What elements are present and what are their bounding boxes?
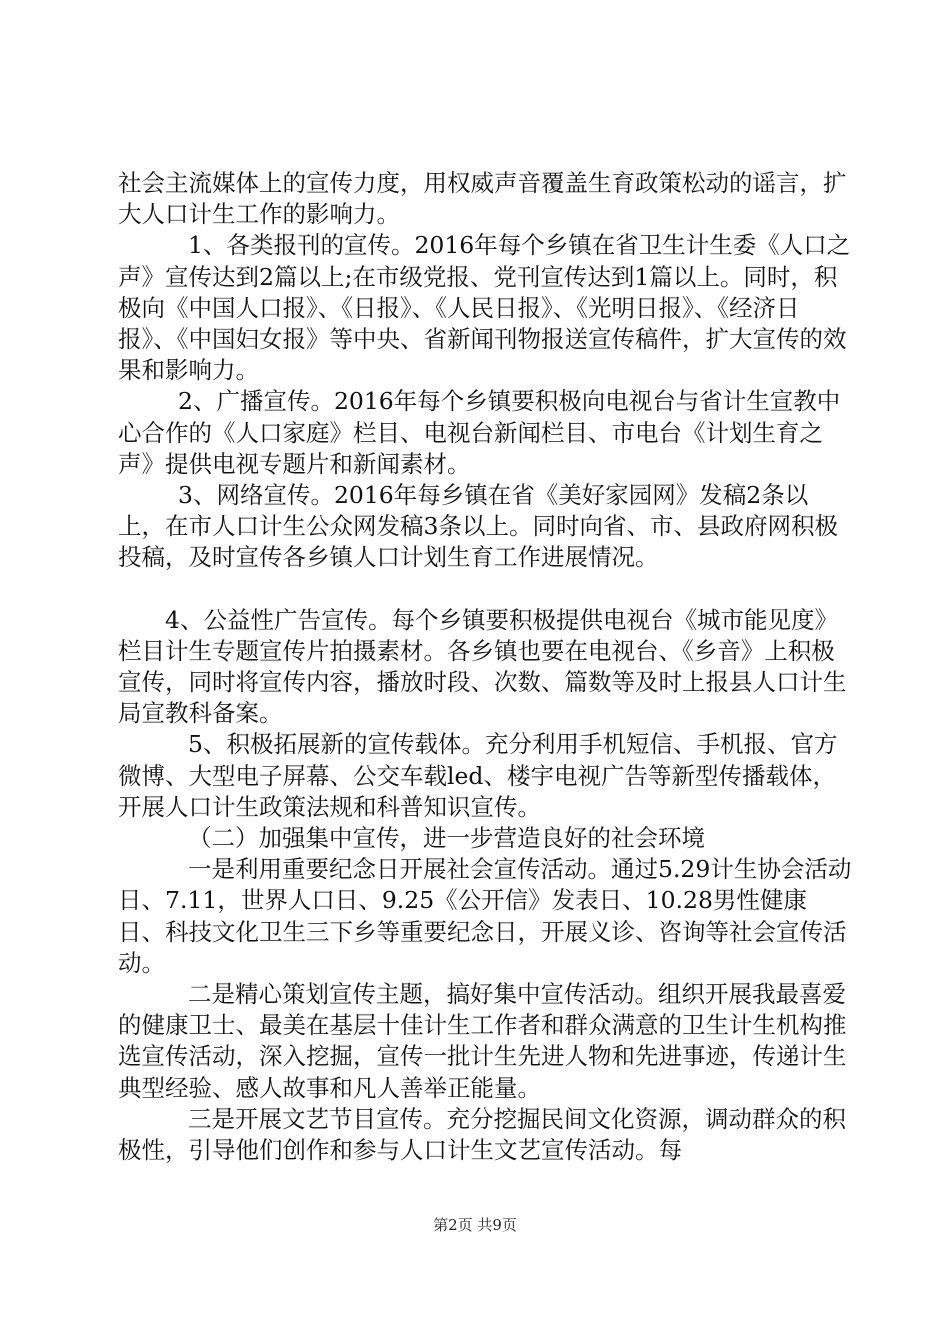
page-number-footer: 第2页 共9页: [433, 1216, 517, 1234]
paragraph-network-publicity: 3、网络宣传。2016年每乡镇在省《美好家园网》发稿2条以上，在市人口计生公众网发稿3条以上。同时向省、市、县政府网积极投稿，及时宣传各乡镇人口计划生育工作进展情况。: [118, 481, 838, 572]
paragraph-theme-planning: 二是精心策划宣传主题，搞好集中宣传活动。组织开展我最喜爱的健康卫士、最美在基层十佳计生工作者和群众满意的卫生计生机构推选宣传活动，深入挖掘，宣传一批计生先进人物和先进事迹，传递计生典型经验、感人故事和凡人善举正能量。: [118, 980, 847, 1102]
paragraph-new-media-carriers: 5、积极拓展新的宣传载体。充分利用手机短信、手机报、官方微博、大型电子屏幕、公交车载led、楼宇电视广告等新型传播载体，开展人口计生政策法规和科普知识宣传。: [118, 730, 838, 821]
paragraph-commemorative-days: 一是利用重要纪念日开展社会宣传活动。通过5.29计生协会活动日、7.11，世界人口日、9.25《公开信》发表日、10.28男性健康日、科技文化卫生三下乡等重要纪念日，开展义诊、咨询等社会宣传活动。: [118, 855, 852, 977]
paragraph-broadcast-publicity: 2、广播宣传。2016年每个乡镇要积极向电视台与省计生宣教中心合作的《人口家庭》栏目、电视台新闻栏目、市电台《计划生育之声》提供电视专题片和新闻素材。: [118, 387, 841, 478]
paragraph-newspaper-publicity: 1、各类报刊的宣传。2016年每个乡镇在省卫生计生委《人口之声》宣传达到2篇以上;在市级党报、党刊宣传达到1篇以上。同时，积极向《中国人口报》、《日报》、《人民日报》、《光明日报》、《经济日报》、《中国妇女报》等中央、省新闻刊物报送宣传稿件，扩大宣传的效果和影响力。: [118, 231, 851, 385]
paragraph-continuation: 社会主流媒体上的宣传力度，用权威声音覆盖生育政策松动的谣言，扩大人口计生工作的影响力。: [118, 169, 847, 229]
document-body: [118, 168, 853, 1166]
paragraph-arts-programs: 三是开展文艺节目宣传。充分挖掘民间文化资源，调动群众的积极性，引导他们创作和参与人口计生文艺宣传活动。每: [118, 1104, 846, 1165]
paragraph-public-ad-publicity: 4、公益性广告宣传。每个乡镇要积极提供电视台《城市能见度》栏目计生专题宣传片拍摄素材。各乡镇也要在电视台、《乡音》上积极宣传，同时将宣传内容，播放时段、次数、篇数等及时上报县人口计生局宣教科备案。: [118, 605, 847, 728]
section-heading-focused-publicity: （二）加强集中宣传，进一步营造良好的社会环境: [188, 824, 705, 853]
